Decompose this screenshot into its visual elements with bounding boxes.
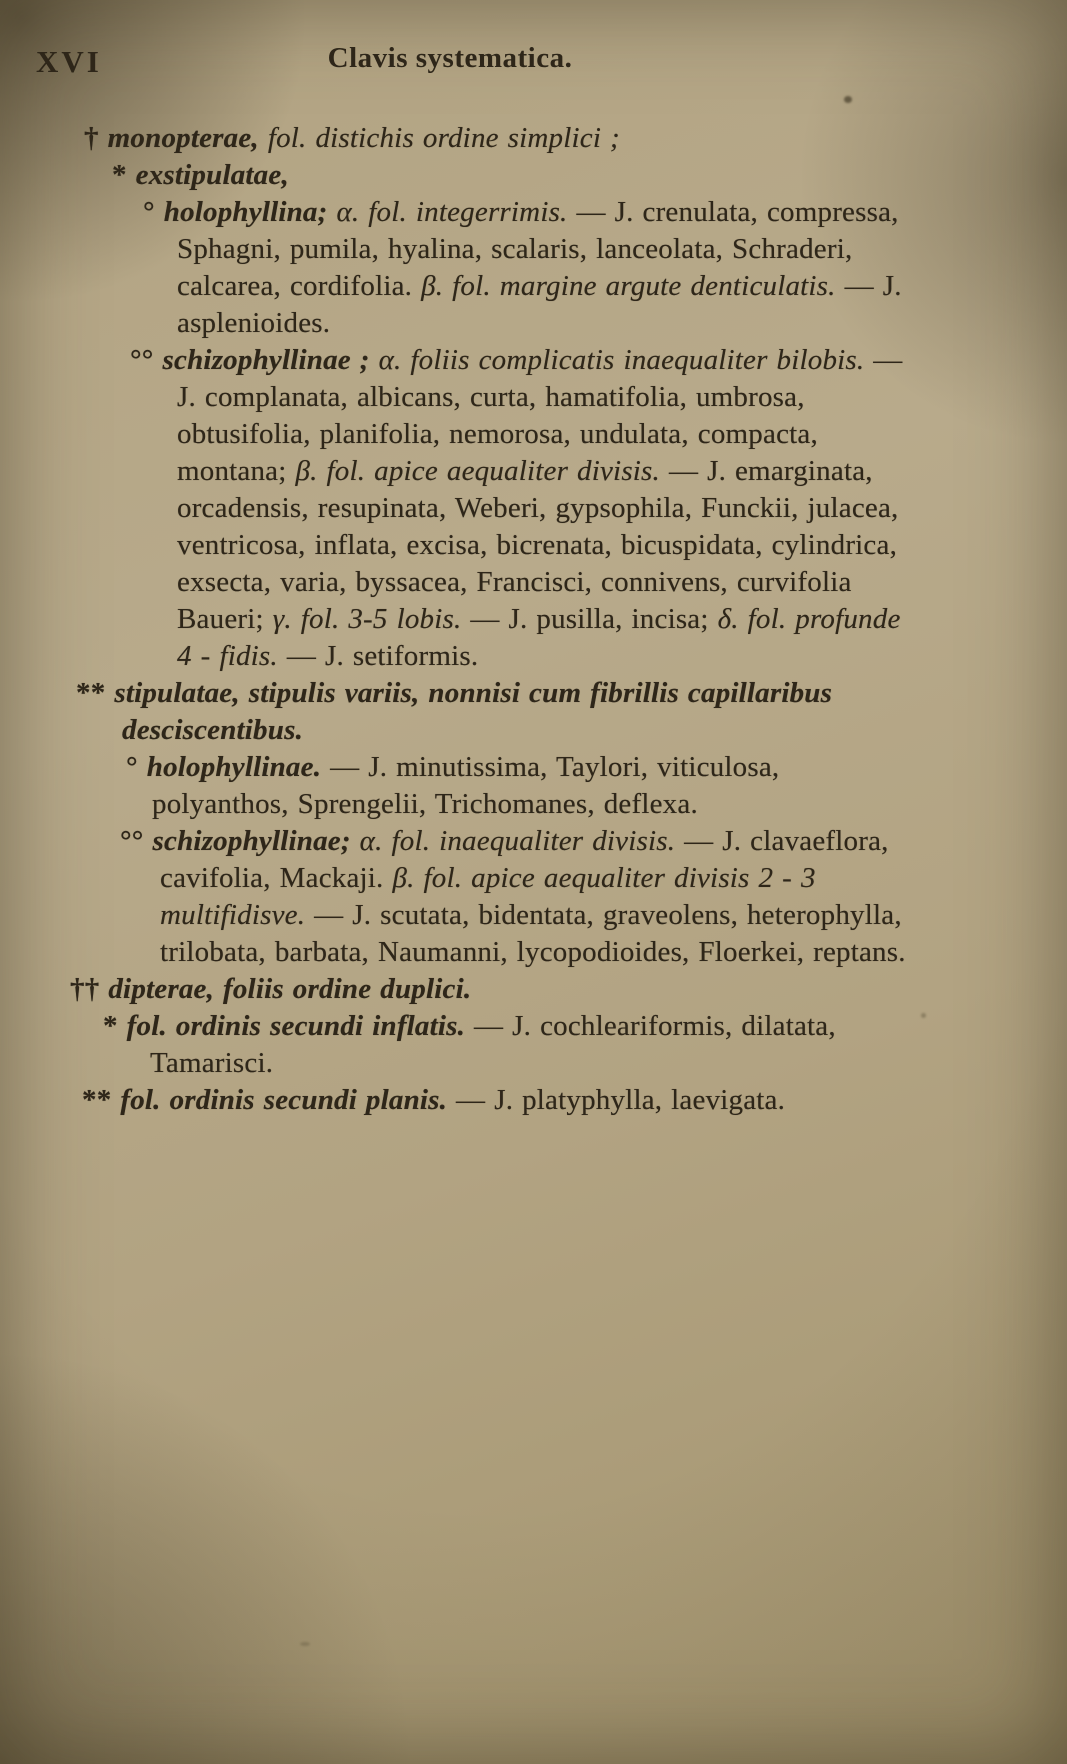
text-run: — J. asplenioides. (177, 270, 902, 339)
text-run: dipterae, foliis ordine duplici. (108, 973, 472, 1005)
text-run: — J. pusilla, incisa; (461, 603, 718, 635)
entry-marker: * (112, 159, 136, 191)
entry-paragraph (0, 120, 918, 157)
page-header (0, 40, 1067, 84)
text-run: schizophyllinae ; (162, 344, 370, 376)
text-run: β. fol. margine argute denticulatis. (421, 270, 836, 302)
entry-marker: † (84, 122, 108, 154)
text-run: exstipulatae, (135, 159, 289, 191)
text-run: δ. fol. profunde 4 - fidis. (177, 603, 901, 672)
page-text (0, 120, 918, 1119)
entry-marker: * (103, 1010, 127, 1042)
entry-marker: †† (70, 973, 109, 1005)
entry-paragraph (0, 971, 918, 1008)
page-number: XVI (36, 44, 102, 79)
entry-paragraph (0, 157, 918, 194)
entry-paragraph (0, 194, 918, 342)
text-run: fol. ordinis secundi planis. (120, 1084, 448, 1116)
text-run: — J. cochleariformis, dilatata, Tamarisci. (150, 1010, 836, 1079)
entry-marker: ° (126, 751, 147, 783)
text-run: α. fol. integerrimis. (327, 196, 568, 228)
entry-marker: ** (82, 1084, 121, 1116)
text-run: holophyllinae. (146, 751, 322, 783)
text-run: α. fol. inaequaliter divisis. (350, 825, 676, 857)
entry-paragraph (0, 823, 918, 971)
text-run: α. foliis complicatis inaequaliter bilobis. (369, 344, 865, 376)
text-run: — J. complanata, albicans, curta, hamatifolia, umbrosa, obtusifolia, planifolia, nemorosa, undulata, compacta, montana; (177, 344, 903, 487)
entry-marker: °° (120, 825, 153, 857)
entry-marker: ** (76, 677, 115, 709)
text-run: fol. ordinis secundi inflatis. (126, 1010, 466, 1042)
running-title: Clavis systematica. (327, 42, 573, 74)
text-run: monopterae, (107, 122, 259, 154)
ink-speck (921, 1013, 926, 1018)
ink-speck (844, 96, 852, 103)
text-run: β. fol. apice aequaliter divisis 2 - 3 multifidisve. (160, 862, 816, 931)
text-run: — J. platyphylla, laevigata. (447, 1084, 786, 1116)
entry-marker: °° (130, 344, 163, 376)
entry-paragraph (0, 749, 918, 823)
text-run: — J. clavaeflora, cavifolia, Mackaji. (160, 825, 889, 894)
entry-paragraph (0, 342, 918, 675)
text-run: γ. fol. 3-5 lobis. (272, 603, 462, 635)
text-run: — J. crenulata, compressa, Sphagni, pumila, hyalina, scalaris, lanceolata, Schraderi, calcarea, cordifolia. (177, 196, 899, 302)
text-run: — J. minutissima, Taylori, viticulosa, polyanthos, Sprengelii, Trichomanes, deflexa. (152, 751, 780, 820)
text-run: stipulatae, (114, 677, 240, 709)
text-run: holophyllina; (163, 196, 328, 228)
text-run: — J. scutata, bidentata, graveolens, heterophylla, trilobata, barbata, Naumanni, lycopodioides, Floerkei, reptans. (160, 899, 906, 968)
text-run: schizophyllinae; (152, 825, 351, 857)
entry-paragraph (0, 1082, 918, 1119)
text-run: — J. emarginata, orcadensis, resupinata, Weberi, gypsophila, Funckii, julacea, ventricosa, inflata, excisa, bicrenata, bicuspidata, cylindrica, exsecta, varia, byssacea, Francisci, connivens, curvifolia Baueri; (177, 455, 899, 635)
text-run: stipulis variis, nonnisi cum fibrillis capillaribus desciscentibus. (122, 677, 833, 746)
entry-paragraph (0, 1008, 918, 1082)
text-run: fol. distichis ordine simplici ; (258, 122, 620, 154)
entry-paragraph (0, 675, 918, 749)
text-run: — J. setiformis. (277, 640, 479, 672)
entry-marker: ° (143, 196, 164, 228)
ink-speck (300, 1642, 310, 1646)
text-run: β. fol. apice aequaliter divisis. (295, 455, 660, 487)
